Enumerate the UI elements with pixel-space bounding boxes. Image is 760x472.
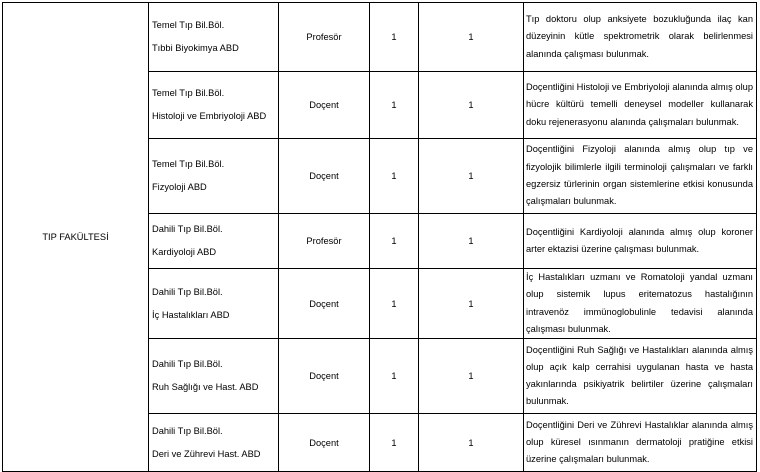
position-count: 1 bbox=[370, 414, 419, 472]
requirement-text: İç Hastalıkları uzmanı ve Romatoloji yandal uzmanı olup sistemik lupus eritematozus hastalığının intravenöz immünoglobulinle tedavisi alanında çalışması bulunmak. bbox=[524, 269, 757, 339]
department-division: Temel Tıp Bil.Böl. bbox=[152, 88, 225, 98]
position-count-secondary: 1 bbox=[419, 72, 524, 139]
department-cell bbox=[149, 139, 279, 214]
position-count-secondary: 1 bbox=[419, 339, 524, 414]
position-count-secondary: 1 bbox=[419, 414, 524, 472]
department-name: Deri ve Zührevi Hast. ABD bbox=[152, 448, 261, 459]
requirement-text: Doçentliğini Ruh Sağlığı ve Hastalıkları alanında almış olup açık kalp cerrahisi uygulanan hasta ve hasta yakınlarında psikiyatrik belirtiler üzerine çalışmaları bulunmak. bbox=[524, 339, 757, 414]
position-count: 1 bbox=[370, 3, 419, 72]
department-name: Ruh Sağlığı ve Hast. ABD bbox=[152, 382, 259, 393]
table-row bbox=[3, 3, 757, 72]
requirement-text: Doçentliğini Histoloji ve Embriyoloji alanında almış olup hücre kültürü temelli deneysel modeller kullanarak doku rejenerasyonu alanında çalışmaları bulunmak. bbox=[524, 72, 757, 139]
position-count-secondary: 1 bbox=[419, 269, 524, 339]
department-cell bbox=[149, 414, 279, 472]
faculty-name: TIP FAKÜLTESİ bbox=[3, 3, 149, 472]
department-cell bbox=[149, 339, 279, 414]
academic-title: Doçent bbox=[279, 72, 370, 139]
department-name: Fizyoloji ABD bbox=[152, 182, 207, 192]
position-count-secondary: 1 bbox=[419, 3, 524, 72]
department-name: Histoloji ve Embriyoloji ABD bbox=[152, 111, 267, 121]
requirement-text: Doçentliğini Kardiyoloji alanında almış olup koroner arter ektazisi üzerine çalışması bulunmak. bbox=[524, 214, 757, 269]
requirement-text: Doçentliğini Fizyoloji alanında almış olup tıp ve fizyolojik bilimlerle ilgili terminoloji çalışmaları ve farklı egzersiz türlerinin organ sistemlerine etkisi konusunda çalışmaları bulunmak. bbox=[524, 139, 757, 214]
academic-title: Doçent bbox=[279, 139, 370, 214]
department-name: İç Hastalıkları ABD bbox=[152, 309, 230, 320]
academic-title: Profesör bbox=[279, 214, 370, 269]
position-count: 1 bbox=[370, 269, 419, 339]
department-division: Dahili Tıp Bil.Böl. bbox=[152, 286, 223, 297]
department-cell bbox=[149, 72, 279, 139]
academic-title: Doçent bbox=[279, 269, 370, 339]
department-division: Temel Tıp Bil.Böl. bbox=[152, 20, 225, 30]
requirement-text: Doçentliğini Deri ve Zührevi Hastalıklar alanında almış olup küresel ısınmanın dermatoloji pratiğine etkisi üzerine çalışmaları bulunmak. bbox=[524, 414, 757, 472]
position-count-secondary: 1 bbox=[419, 139, 524, 214]
department-division: Dahili Tıp Bil.Böl. bbox=[152, 359, 223, 370]
department-cell bbox=[149, 3, 279, 72]
department-cell bbox=[149, 214, 279, 269]
position-count-secondary: 1 bbox=[419, 214, 524, 269]
academic-title: Doçent bbox=[279, 339, 370, 414]
department-name: Tıbbi Biyokimya ABD bbox=[152, 43, 239, 53]
position-count: 1 bbox=[370, 339, 419, 414]
position-count: 1 bbox=[370, 72, 419, 139]
department-division: Temel Tıp Bil.Böl. bbox=[152, 159, 225, 169]
department-division: Dahili Tıp Bil.Böl. bbox=[152, 224, 223, 234]
positions-table bbox=[2, 2, 757, 472]
department-cell bbox=[149, 269, 279, 339]
position-count: 1 bbox=[370, 214, 419, 269]
academic-title: Profesör bbox=[279, 3, 370, 72]
academic-title: Doçent bbox=[279, 414, 370, 472]
department-division: Dahili Tıp Bil.Böl. bbox=[152, 425, 223, 436]
department-name: Kardiyoloji ABD bbox=[152, 247, 217, 257]
requirement-text: Tıp doktoru olup anksiyete bozukluğunda ilaç kan düzeyinin kütle spektrometrik olarak belirlenmesi alanında çalışması bulunmak. bbox=[524, 3, 757, 72]
position-count: 1 bbox=[370, 139, 419, 214]
